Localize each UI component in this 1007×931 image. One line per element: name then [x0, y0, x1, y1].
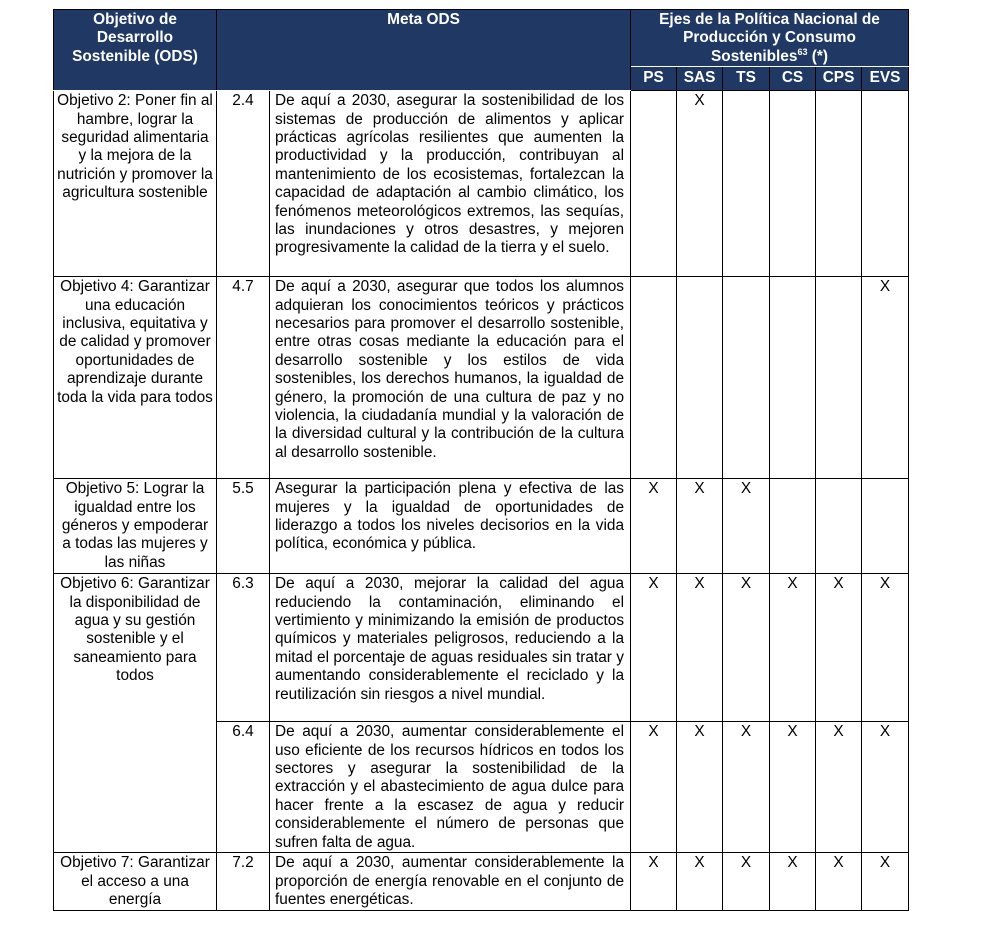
header-axes [631, 10, 909, 67]
axis-ts: TS [723, 67, 770, 91]
mark-cs: X [770, 574, 816, 722]
header-objective: Objetivo de Desarrollo Sostenible (ODS) [54, 10, 217, 91]
mark-cps [816, 277, 862, 479]
mark-cps: X [816, 722, 862, 853]
mark-sas [677, 277, 723, 479]
axis-evs: EVS [862, 67, 909, 91]
table-row [54, 91, 909, 277]
mark-ts: X [723, 853, 770, 911]
goal-text: Asegurar la participación plena y efectiva de las mujeres y la igualdad de oportunidades de liderazgo a todos los niveles decisorios en la vida política, económica y pública. [270, 479, 631, 574]
footnote-ref: 63 [797, 46, 808, 57]
mark-cps [816, 479, 862, 574]
mark-cs [770, 479, 816, 574]
goal-number: 4.7 [217, 277, 270, 479]
mark-cs [770, 277, 816, 479]
header-axes-note: (*) [807, 47, 828, 65]
mark-sas: X [677, 722, 723, 853]
mark-evs: X [862, 722, 909, 853]
table-row [54, 277, 909, 479]
table-row [54, 479, 909, 574]
mark-cs: X [770, 722, 816, 853]
mark-ps: X [631, 722, 677, 853]
mark-sas: X [677, 479, 723, 574]
objective-cell: Objetivo 6: Garantizar la disponibilidad de agua y su gestión sostenible y el saneamiento para todos [54, 574, 217, 853]
objective-cell: Objetivo 7: Garantizar el acceso a una energía [54, 853, 217, 911]
goal-number: 5.5 [217, 479, 270, 574]
objective-cell: Objetivo 2: Poner fin al hambre, lograr la seguridad alimentaria y la mejora de la nutrición y promover la agricultura sostenible [54, 91, 217, 277]
goal-number: 7.2 [217, 853, 270, 911]
table-row [54, 574, 909, 722]
mark-cps [816, 91, 862, 277]
goal-number: 6.4 [217, 722, 270, 853]
ods-alignment-table [53, 9, 909, 911]
mark-sas: X [677, 574, 723, 722]
goal-text: De aquí a 2030, asegurar la sostenibilidad de los sistemas de producción de alimentos y aplicar prácticas agrícolas resilientes que aumenten la productividad y la producción, contribuyan al mantenimiento de los ecosistemas, fortalezcan la capacidad de adaptación al cambio climático, los fenómenos meteorológicos extremos, las sequías, las inundaciones y otros desastres, y mejoren progresivamente la calidad de la tierra y el suelo. [270, 91, 631, 277]
mark-ts: X [723, 574, 770, 722]
mark-sas: X [677, 853, 723, 911]
mark-ps: X [631, 574, 677, 722]
mark-ps: X [631, 479, 677, 574]
axis-cs: CS [770, 67, 816, 91]
goal-text: De aquí a 2030, aumentar considerablemente la proporción de energía renovable en el conjunto de fuentes energéticas. [270, 853, 631, 911]
mark-evs: X [862, 574, 909, 722]
mark-ts [723, 277, 770, 479]
mark-ps [631, 277, 677, 479]
goal-number: 2.4 [217, 91, 270, 277]
mark-ps: X [631, 853, 677, 911]
mark-cps: X [816, 853, 862, 911]
table-row [54, 853, 909, 911]
mark-cps: X [816, 574, 862, 722]
mark-evs: X [862, 853, 909, 911]
header-axes-title: Ejes de la Política Nacional de Producción y Consumo Sostenibles [659, 11, 880, 65]
mark-sas: X [677, 91, 723, 277]
goal-text: De aquí a 2030, mejorar la calidad del agua reduciendo la contaminación, eliminando el vertimiento y minimizando la emisión de productos químicos y materiales peligrosos, reduciendo a la mitad el porcentaje de aguas residuales sin tratar y aumentando considerablemente el reciclado y la reutilización sin riesgos a nivel mundial. [270, 574, 631, 722]
mark-evs [862, 479, 909, 574]
header-goal: Meta ODS [217, 10, 631, 91]
mark-cs: X [770, 853, 816, 911]
goal-text: De aquí a 2030, asegurar que todos los alumnos adquieran los conocimientos teóricos y prácticos necesarios para promover el desarrollo sostenible, entre otras cosas mediante la educación para el desarrollo sostenible y los estilos de vida sostenibles, los derechos humanos, la igualdad de género, la promoción de una cultura de paz y no violencia, la ciudadanía mundial y la valoración de la diversidad cultural y la contribución de la cultura al desarrollo sostenible. [270, 277, 631, 479]
axis-sas: SAS [677, 67, 723, 91]
mark-evs [862, 91, 909, 277]
mark-ps [631, 91, 677, 277]
mark-evs: X [862, 277, 909, 479]
objective-cell: Objetivo 5: Lograr la igualdad entre los géneros y empoderar a todas las mujeres y las niñas [54, 479, 217, 574]
mark-cs [770, 91, 816, 277]
goal-text: De aquí a 2030, aumentar considerablemente el uso eficiente de los recursos hídricos en todos los sectores y asegurar la sostenibilidad de la extracción y el abastecimiento de agua dulce para hacer frente a la escasez de agua y reducir considerablemente el número de personas que sufren falta de agua. [270, 722, 631, 853]
goal-number: 6.3 [217, 574, 270, 722]
mark-ts: X [723, 722, 770, 853]
axis-cps: CPS [816, 67, 862, 91]
axis-ps: PS [631, 67, 677, 91]
objective-cell: Objetivo 4: Garantizar una educación inclusiva, equitativa y de calidad y promover oportunidades de aprendizaje durante toda la vida para todos [54, 277, 217, 479]
mark-ts: X [723, 479, 770, 574]
mark-ts [723, 91, 770, 277]
